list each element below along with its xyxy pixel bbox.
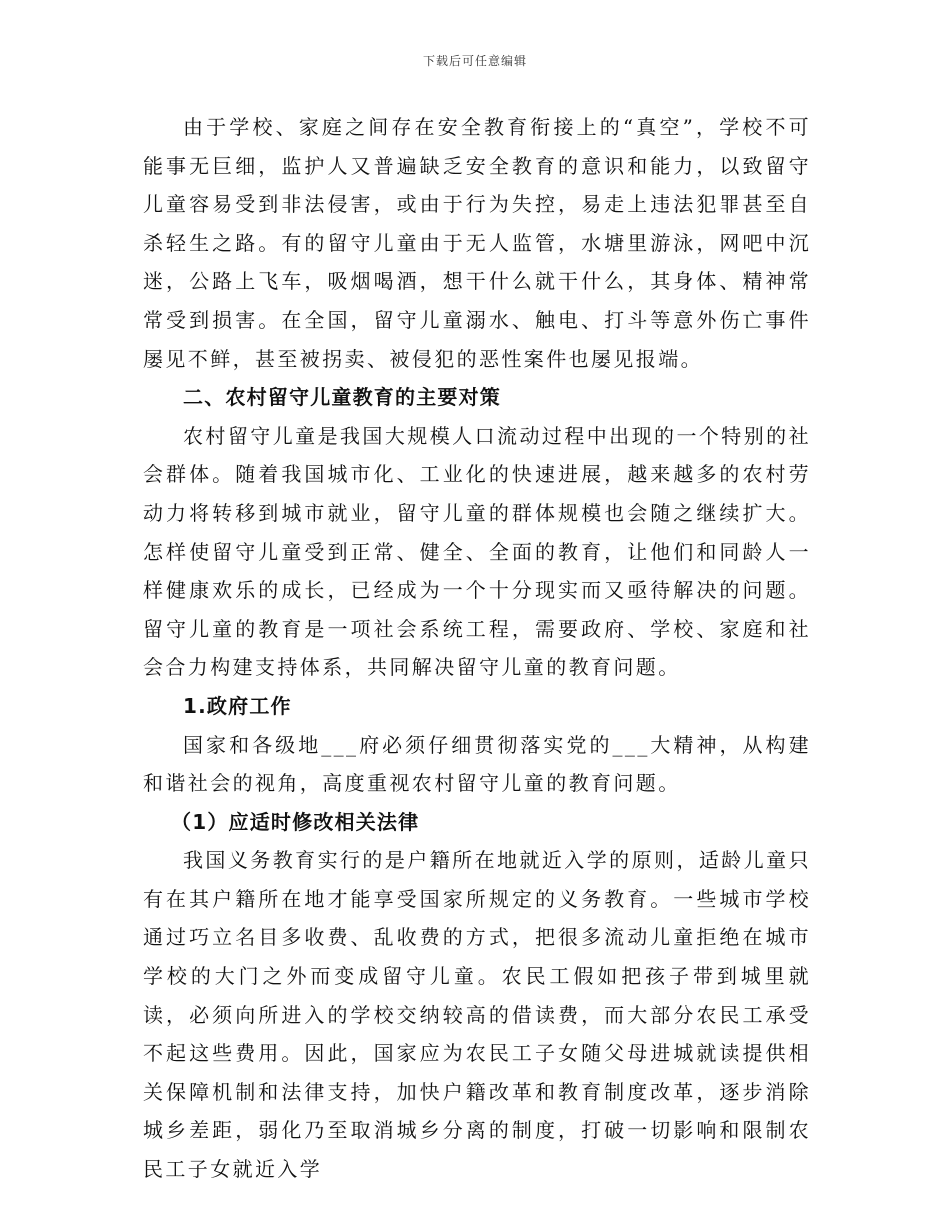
paragraph-left-behind-children: 农村留守儿童是我国大规模人口流动过程中出现的一个特别的社会群体。随着我国城市化、工业化的快速进展，越来越多的农村劳动力将转移到城市就业，留守儿童的群体规模也会随之继续扩大。怎样使留守儿童受到正常、健全、全面的教育，让他们和同龄人一样健康欢乐的成长，已经成为一个十分现实而又亟待解决的问题。留守儿童的教育是一项社会系统工程，需要政府、学校、家庭和社会合力构建支持体系，共同解决留守儿童的教育问题。 [143, 423, 811, 680]
subheading-revise-laws: （1）应适时修改相关法律 [171, 809, 420, 834]
paragraph-compulsory-education: 我国义务教育实行的是户籍所在地就近入学的原则，适龄儿童只有在其户籍所在地才能享受国家所规定的义务教育。一些城市学校通过巧立名目多收费、乱收费的方式，把很多流动儿童拒绝在城市学校的大门之外而变成留守儿童。农民工假如把孩子带到城里就读，必须向所进入的学校交纳较高的借读费，而大部分农民工承受不起这些费用。因此，国家应为农民工子女随父母进城就读提供相关保障机制和法律支持，加快户籍改革和教育制度改革，逐步消除城乡差距，弱化乃至取消城乡分离的制度，打破一切影响和限制农民工子女就近入学 [143, 848, 811, 1182]
paragraph-safety-education: 由于学校、家庭之间存在安全教育衔接上的“真空”，学校不可能事无巨细，监护人又普遍缺乏安全教育的意识和能力，以致留守儿童容易受到非法侵害，或由于行为失控，易走上违法犯罪甚至自杀轻生之路。有的留守儿童由于无人监管，水塘里游泳，网吧中沉迷，公路上飞车，吸烟喝酒，想干什么就干什么，其身体、精神常常受到损害。在全国，留守儿童溺水、触电、打斗等意外伤亡事件屡见不鲜，甚至被拐卖、被侵犯的恶性案件也屡见报端。 [143, 115, 811, 371]
paragraph-government: 国家和各级地___府必须仔细贯彻落实党的___大精神，从构建和谐社会的视角，高度重视农村留守儿童的教育问题。 [143, 732, 811, 796]
page-header: 下载后可任意编辑 [422, 54, 527, 68]
section-heading-countermeasures: 二、农村留守儿童教育的主要对策 [183, 385, 501, 410]
subheading-government-work: 1.政府工作 [183, 693, 292, 718]
document-body [143, 108, 811, 1189]
